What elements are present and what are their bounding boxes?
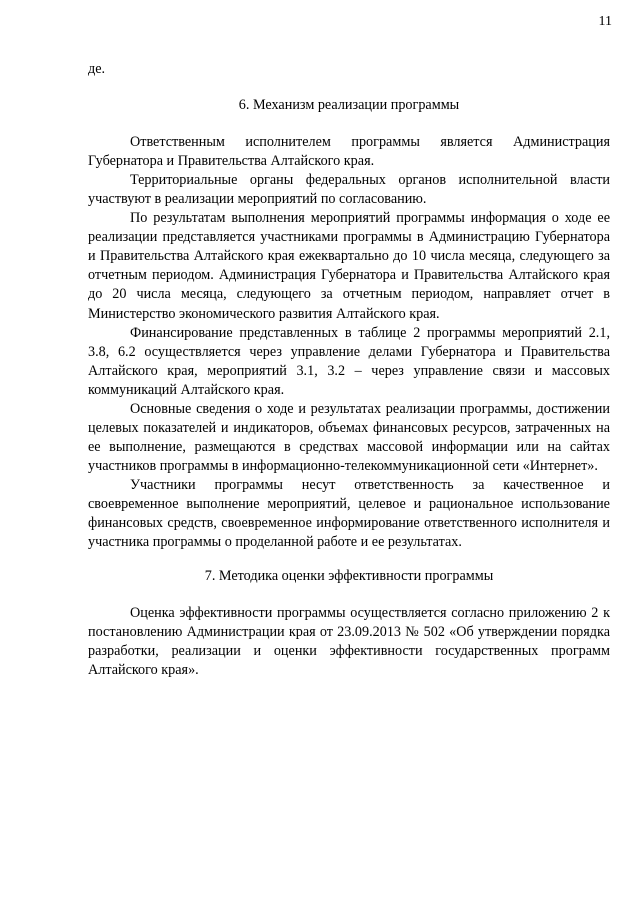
paragraph-7-1: Оценка эффективности программы осуществляется согласно приложению 2 к постановлению Администрации края от 23.09.2013 № 502 «Об утверждении порядка разработки, реализации и оценки эффективности государственных программ Алтайского края».: [88, 605, 610, 679]
paragraph-6-3: По результатам выполнения мероприятий программы информация о ходе ее реализации представляется участниками программы в Администрацию Губернатора и Правительства Алтайского края ежеквартально до 10 числа месяца, следующего за отчетным периодом. Администрация Губернатора и Правительства Алтайского края до 20 числа месяца, следующего за отчетным периодом, направляет отчет в Министерство экономического развития Алтайского края.: [88, 210, 610, 322]
paragraph-6-4: Финансирование представленных в таблице 2 программы мероприятий 2.1, 3.8, 6.2 осуществляется через управление делами Губернатора и Правительства Алтайского края, мероприятий 3.1, 3.2 – через управление связи и массовых коммуникаций Алтайского края.: [88, 324, 610, 398]
paragraph-6-5: Основные сведения о ходе и результатах реализации программы, достижении целевых показателей и индикаторов, объемах финансовых ресурсов, затраченных на ее выполнение, размещаются в средствах массовой информации или на сайтах участников программы в информационно-телекоммуникационной сети «Интернет».: [88, 400, 610, 474]
paragraph-6-1: Ответственным исполнителем программы является Администрация Губернатора и Правительства Алтайского края.: [88, 134, 610, 170]
paragraph-6-2: Территориальные органы федеральных органов исполнительной власти участвуют в реализации мероприятий по согласованию.: [88, 172, 610, 208]
paragraph-6-6: Участники программы несут ответственность за качественное и своевременное выполнение мероприятий, целевое и рациональное использование финансовых средств, своевременное информирование ответственного исполнителя и участника программы о проделанной работе и ее результатах.: [88, 476, 610, 551]
page-number: 11: [598, 14, 612, 29]
document-body: [88, 60, 610, 680]
section-heading-6: 6. Механизм реализации программы: [238, 97, 460, 114]
section-heading-7: 7. Методика оценки эффективности программы: [204, 568, 494, 585]
carryover-text: де.: [88, 61, 106, 77]
